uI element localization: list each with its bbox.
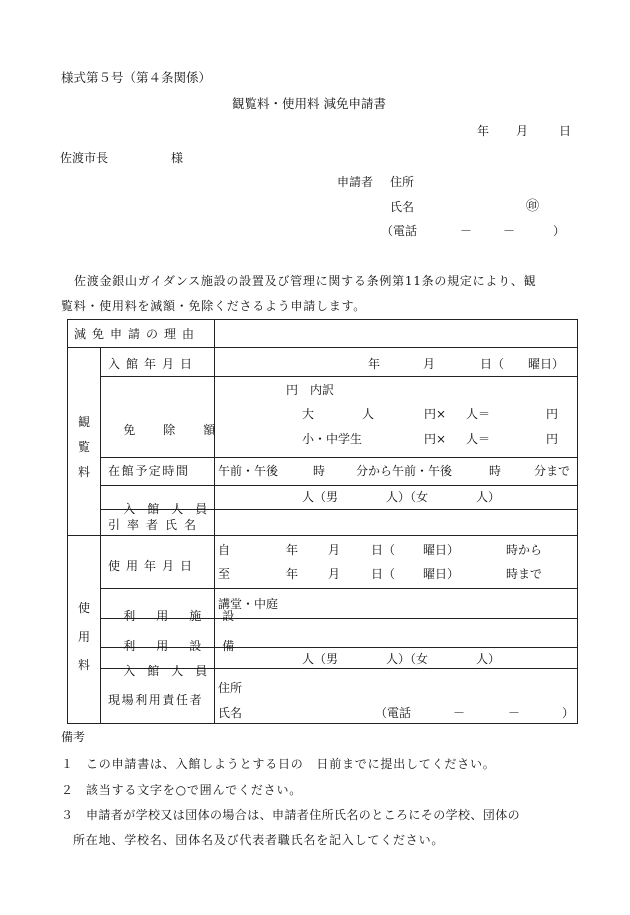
entry-date-label: 入館年月日 (108, 357, 199, 371)
usage-visitors-value: 人（男 人）（女 人） (302, 652, 501, 666)
usage-to-prefix: 至 (218, 567, 231, 581)
planned-time-from: 分から午前・午後 (356, 464, 453, 478)
note-2-number: ２ (61, 783, 74, 797)
responsible-name-label: 氏名 (218, 706, 243, 720)
responsible-phone-close: ） (562, 706, 575, 720)
visitors-label-text: 入館人員 (123, 502, 220, 516)
applicant-address-label: 住所 (390, 175, 415, 189)
usage-from-day: 日（ (371, 543, 396, 557)
planned-time-hour: 時 (313, 464, 326, 478)
usage-visitors-label-text: 入館人員 (123, 664, 220, 678)
date-day: 日 (559, 124, 572, 138)
planned-time-ampm: 午前・午後 (218, 464, 279, 478)
date-year: 年 (477, 124, 490, 138)
usage-to-year: 年 (286, 567, 299, 581)
exemption-adult-yen-times: 円× (424, 407, 447, 421)
note-2-text: 該当する文字を○で囲んでください。 (86, 783, 303, 797)
addressee-honorific: 様 (171, 151, 184, 165)
usage-to-weekday: 曜日） (423, 567, 460, 581)
exemption-adult-people-eq: 人＝ (466, 407, 491, 421)
facility-value: 講堂・中庭 (218, 597, 279, 611)
form-number: 様式第５号（第４条関係） (61, 70, 212, 85)
applicant-phone-close: ） (553, 224, 566, 238)
addressee-name: 佐渡市長 (60, 151, 109, 165)
usage-group-char-3: 料 (78, 658, 91, 672)
note-1-text: この申請書は、入館しようとする日の 日前までに提出してください。 (86, 757, 496, 771)
reason-label: 減免申請の理由 (74, 327, 201, 341)
usage-to-day: 日（ (371, 567, 396, 581)
exemption-yen-breakdown: 円 内訳 (286, 383, 335, 397)
seal-mark: ㊞ (526, 199, 540, 214)
planned-time-until: 分まで (534, 464, 571, 478)
intro-line-1: 佐渡金銀山ガイダンス施設の設置及び管理に関する条例第11条の規定により、観 (74, 274, 537, 288)
usage-to-month: 月 (328, 567, 341, 581)
usage-group-char-1: 使 (78, 601, 91, 615)
exemption-label (108, 412, 244, 448)
intro-line-2: 覧料・使用料を減額・免除くださるよう申請します。 (61, 299, 367, 313)
note-1-number: １ (61, 757, 74, 771)
applicant-label: 申請者 (337, 175, 374, 189)
responsible-phone-dash1: － (453, 706, 466, 720)
applicant-phone-dash2: － (503, 224, 516, 238)
usage-from-suffix: 時から (506, 543, 543, 557)
exemption-student-label: 小・中学生 (302, 432, 363, 446)
application-table (67, 319, 578, 724)
exemption-student-yen-times: 円× (424, 432, 447, 446)
responsible-address-label: 住所 (218, 681, 243, 695)
entry-date-year: 年 (368, 357, 381, 371)
date-month: 月 (516, 124, 529, 138)
reason-field[interactable] (218, 323, 573, 343)
responsible-phone-open: （電話 (375, 706, 412, 720)
applicant-phone-open: （電話 (381, 224, 418, 238)
visitors-value: 人（男 人）（女 人） (302, 490, 501, 504)
usage-from-year: 年 (286, 543, 299, 557)
leader-label: 引率者氏名 (108, 518, 204, 532)
note-3-number: ３ (61, 808, 74, 822)
exemption-adult-label: 大 人 (302, 407, 375, 421)
usage-from-prefix: 自 (218, 543, 231, 557)
usage-from-weekday: 曜日） (423, 543, 460, 557)
responsible-phone-dash2: － (508, 706, 521, 720)
facility-label-text: 利用施設 (123, 609, 256, 623)
viewing-group-char-1: 観 (78, 415, 91, 429)
usage-group-char-2: 用 (78, 630, 91, 644)
responsible-label: 現場利用責任者 (108, 693, 204, 707)
exemption-student-people-eq: 人＝ (466, 432, 491, 446)
exemption-label-text: 免除額 (123, 423, 244, 437)
usage-date-label: 使用年月日 (108, 559, 199, 573)
usage-from-month: 月 (328, 543, 341, 557)
applicant-name-label: 氏名 (390, 200, 415, 214)
equipment-label-text: 利用設備 (123, 639, 256, 653)
entry-date-month: 月 (423, 357, 436, 371)
note-3-text: 申請者が学校又は団体の場合は、申請者住所氏名のところにその学校、団体の (86, 808, 521, 822)
planned-time-label: 在館予定時間 (108, 464, 190, 478)
viewing-group-char-2: 覧 (78, 440, 91, 454)
usage-visitors-label (108, 653, 219, 689)
planned-time-hour2: 時 (489, 464, 502, 478)
usage-to-suffix: 時まで (506, 567, 543, 581)
exemption-adult-yen: 円 (546, 407, 559, 421)
viewing-group-char-3: 料 (78, 465, 91, 479)
entry-date-weekday: 曜日） (528, 357, 565, 371)
note-3-continuation: 所在地、学校名、団体名及び代表者職氏名を記入してください。 (73, 833, 445, 847)
applicant-phone-dash1: － (460, 224, 473, 238)
page-title: 観覧料・使用料 減免申請書 (232, 96, 386, 111)
entry-date-day: 日（ (480, 357, 505, 371)
exemption-student-yen: 円 (546, 432, 559, 446)
notes-header: 備考 (61, 730, 86, 744)
